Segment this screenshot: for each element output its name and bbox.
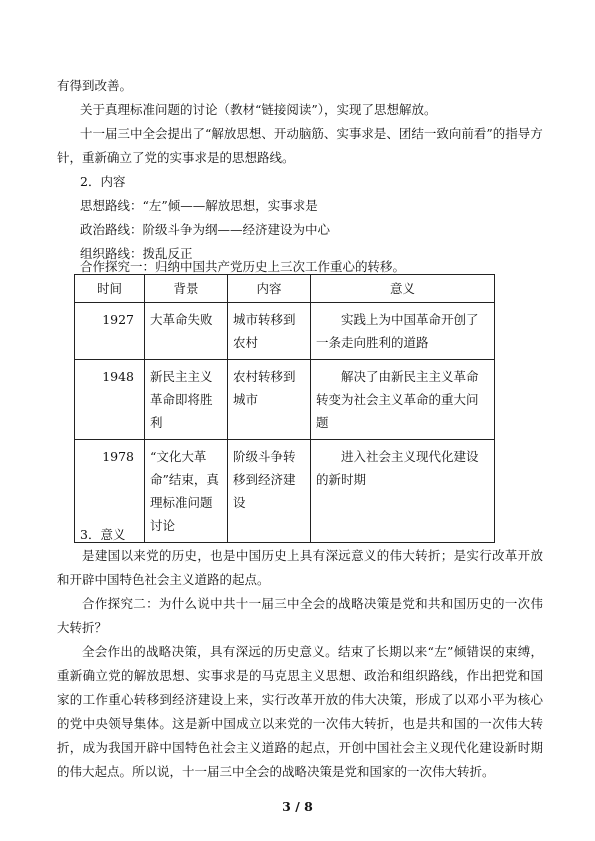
page-number: 3 / 8 xyxy=(282,799,313,814)
text-line: 十一届三中全会提出了“解放思想、开动脑筋、实事求是、团结一致向前看”的指导方 xyxy=(80,126,543,141)
table-header-cell: 内容 xyxy=(228,275,311,303)
significance-paragraph xyxy=(57,544,543,592)
table-cell: 1978 xyxy=(75,440,145,543)
section-heading: 2．内容 xyxy=(80,174,126,189)
table-row xyxy=(75,440,495,543)
answer-paragraph xyxy=(57,640,543,784)
paragraph-text: 合作探究二：为什么说中共十一届三中全会的战略决策是党和共和国历史的一次伟大转折？ xyxy=(57,596,543,635)
table-cell: 1948 xyxy=(75,360,145,440)
explore-question-2 xyxy=(57,592,543,640)
table-cell: 新民主主义革命即将胜利 xyxy=(145,360,228,440)
table-cell: 实践上为中国革命开创了一条走向胜利的道路 xyxy=(311,303,495,360)
table-header-row xyxy=(75,275,495,303)
table-cell: 农村转移到城市 xyxy=(228,360,311,440)
text-line: 组织路线：拨乱反正 xyxy=(80,246,193,261)
table-cell: 解决了由新民主主义革命转变为社会主义革命的重大问题 xyxy=(311,360,495,440)
table-row xyxy=(75,360,495,440)
text-line: 针，重新确立了党的实事求是的思想路线。 xyxy=(57,150,295,165)
text-line: 思想路线：“左”倾——解放思想，实事求是 xyxy=(80,198,318,213)
table-cell: 1927 xyxy=(75,303,145,360)
focus-shift-table xyxy=(74,274,495,543)
paragraph-text: 是建国以来党的历史，也是中国历史上具有深远意义的伟大转折；是实行改革开放和开辟中国特色社会主义道路的起点。 xyxy=(57,548,543,587)
table-cell: 阶级斗争转移到经济建设 xyxy=(228,440,311,543)
table-header-cell: 背景 xyxy=(145,275,228,303)
table-row xyxy=(75,303,495,360)
paragraph-text: 全会作出的战略决策，具有深远的历史意义。结束了长期以来“左”倾错误的束缚，重新确立党的解放思想、实事求是的马克思主义思想、政治和组织路线，作出把党和国家的工作重心转移到经济建设上来，实行改革开放的伟大决策，形成了以邓小平为核心的党中央领导集体。这是新中国成立以来党的一次伟大转折，也是共和国的一次伟大转折，成为我国开辟中国特色社会主义道路的起点，开创中国社会主义现代化建设新时期的伟大起点。所以说，十一届三中全会的战略决策是党和国家的一次伟大转折。 xyxy=(57,644,543,779)
text-line: 关于真理标准问题的讨论（教材“链接阅读”），实现了思想解放。 xyxy=(80,102,437,117)
explore-question: 合作探究一：归纳中国共产党历史上三次工作重心的转移。 xyxy=(80,259,406,274)
table-header-cell: 时间 xyxy=(75,275,145,303)
table-cell: 城市转移到农村 xyxy=(228,303,311,360)
section-heading: 3．意义 xyxy=(80,527,126,542)
text-line: 有得到改善。 xyxy=(57,78,133,93)
table-cell: 进入社会主义现代化建设的新时期 xyxy=(311,440,495,543)
table-cell: “文化大革命”结束，真理标准问题讨论 xyxy=(145,440,228,543)
table-header-cell: 意义 xyxy=(311,275,495,303)
table-cell: 大革命失败 xyxy=(145,303,228,360)
text-line: 政治路线：阶级斗争为纲——经济建设为中心 xyxy=(80,222,331,237)
